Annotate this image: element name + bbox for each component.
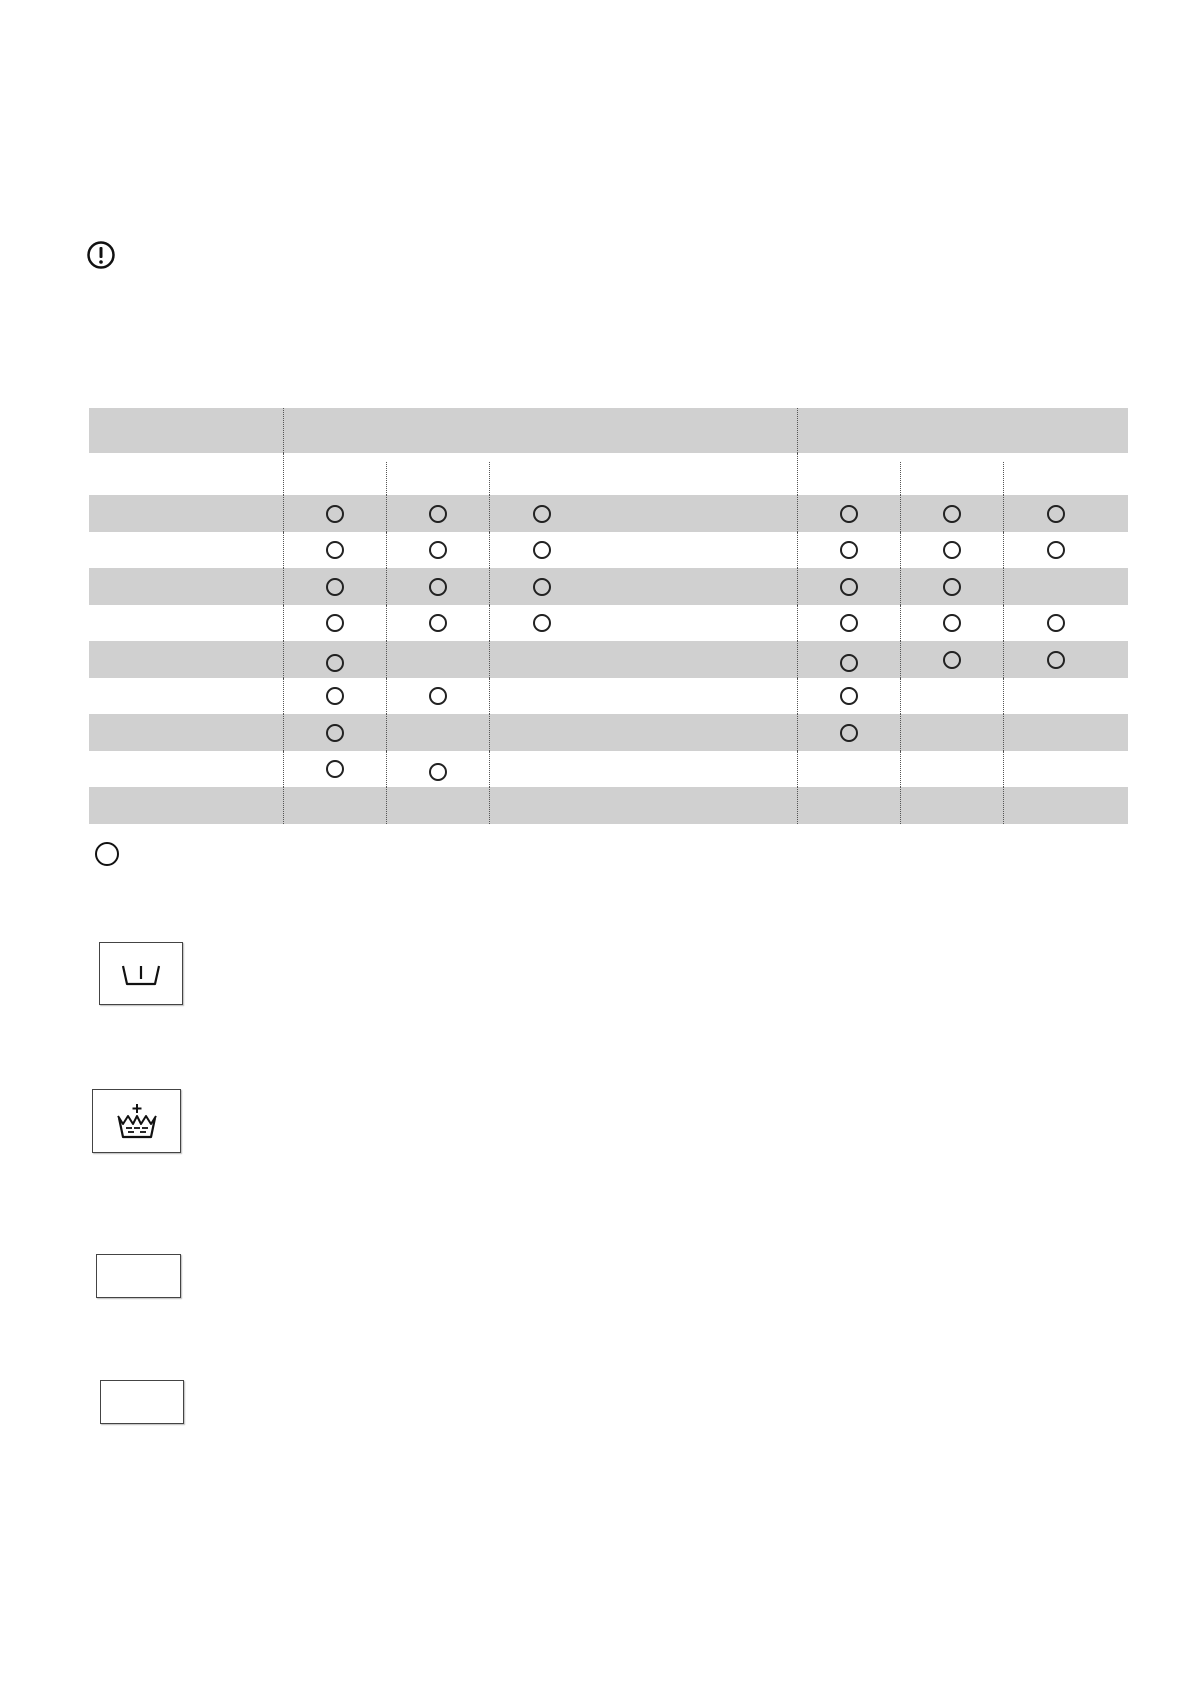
column-divider [386, 462, 387, 495]
table-cell [489, 787, 595, 824]
option-available-circle-icon [943, 578, 961, 596]
table-cell [386, 787, 489, 824]
table-cell [1003, 641, 1109, 678]
table-cell [797, 568, 900, 605]
option-available-circle-icon [95, 842, 119, 866]
option-available-circle-icon [326, 505, 344, 523]
table-cell [797, 787, 900, 824]
option-available-circle-icon [326, 760, 344, 778]
column-divider [489, 462, 490, 495]
prewash-button[interactable] [99, 942, 183, 1005]
table-cell [386, 605, 489, 641]
table-cell [489, 714, 595, 751]
option-available-circle-icon [533, 505, 551, 523]
option-available-circle-icon [840, 578, 858, 596]
table-cell [283, 605, 386, 641]
option-available-circle-icon [326, 724, 344, 742]
table-cell [1003, 532, 1109, 568]
table-cell [797, 751, 900, 787]
table-cell [797, 605, 900, 641]
table-cell [489, 751, 595, 787]
table-cell [386, 641, 489, 678]
option-available-circle-icon [429, 763, 447, 781]
option-available-circle-icon [326, 687, 344, 705]
table-cell [489, 495, 595, 532]
option-available-circle-icon [326, 614, 344, 632]
table-row [603, 751, 1128, 787]
table-cell [283, 568, 386, 605]
option-available-circle-icon [840, 687, 858, 705]
table-cell [489, 532, 595, 568]
table-subheader-row [89, 453, 614, 495]
table-cell [900, 714, 1003, 751]
table-cell [489, 568, 595, 605]
table-row [603, 495, 1128, 532]
table-cell [1003, 495, 1109, 532]
option-available-circle-icon [1047, 505, 1065, 523]
option-available-circle-icon [840, 614, 858, 632]
option-available-circle-icon [429, 614, 447, 632]
table-cell [283, 787, 386, 824]
prewash-basin-icon [120, 960, 162, 988]
option-available-circle-icon [943, 651, 961, 669]
column-divider [797, 408, 798, 453]
table-cell [386, 495, 489, 532]
table-cell [900, 678, 1003, 714]
table-cell [386, 714, 489, 751]
table-cell [489, 641, 595, 678]
exclamation-circle-icon [86, 240, 116, 270]
option-available-circle-icon [840, 724, 858, 742]
option-available-circle-icon [429, 541, 447, 559]
table-row [603, 532, 1128, 568]
column-divider [797, 453, 798, 495]
option-available-circle-icon [533, 614, 551, 632]
table-row [89, 787, 614, 824]
option-available-circle-icon [326, 578, 344, 596]
option-available-circle-icon [840, 654, 858, 672]
table-row [89, 605, 614, 641]
table-cell [1003, 714, 1109, 751]
table-row [89, 641, 614, 678]
table-row [603, 605, 1128, 641]
table-cell [283, 532, 386, 568]
options-table-left [89, 408, 614, 834]
extra-rinse-basin-plus-icon [114, 1102, 160, 1140]
option-available-circle-icon [533, 578, 551, 596]
option-available-circle-icon [429, 505, 447, 523]
table-row [603, 678, 1128, 714]
column-divider [283, 408, 284, 453]
table-cell [1003, 605, 1109, 641]
table-cell [283, 495, 386, 532]
table-header-row [89, 408, 614, 453]
table-cell [900, 568, 1003, 605]
table-row [89, 751, 614, 787]
table-cell [1003, 568, 1109, 605]
table-row [603, 641, 1128, 678]
table-cell [900, 532, 1003, 568]
option-available-circle-icon [840, 541, 858, 559]
table-cell [386, 532, 489, 568]
options-table-right [603, 408, 1128, 834]
table-cell [900, 641, 1003, 678]
option-available-circle-icon [429, 687, 447, 705]
table-cell [1003, 787, 1109, 824]
option-available-circle-icon [943, 505, 961, 523]
table-cell [489, 678, 595, 714]
table-cell [386, 678, 489, 714]
option-available-circle-icon [533, 541, 551, 559]
table-cell [900, 605, 1003, 641]
table-cell [900, 787, 1003, 824]
table-cell [283, 678, 386, 714]
table-row [89, 495, 614, 532]
table-row [603, 568, 1128, 605]
table-cell [386, 568, 489, 605]
table-subheader-row [603, 453, 1128, 495]
table-row [89, 532, 614, 568]
option-button-3[interactable] [96, 1254, 181, 1298]
table-cell [283, 641, 386, 678]
option-available-circle-icon [1047, 651, 1065, 669]
table-cell [797, 532, 900, 568]
extra-rinse-button[interactable] [92, 1089, 181, 1153]
column-divider [1003, 462, 1004, 495]
table-cell [900, 751, 1003, 787]
table-cell [797, 495, 900, 532]
table-cell [900, 495, 1003, 532]
table-header-row [603, 408, 1128, 453]
option-available-circle-icon [943, 541, 961, 559]
column-divider [283, 453, 284, 495]
table-cell [489, 605, 595, 641]
option-available-circle-icon [429, 578, 447, 596]
table-cell [1003, 751, 1109, 787]
option-button-4[interactable] [100, 1380, 184, 1424]
option-available-circle-icon [326, 654, 344, 672]
option-available-circle-icon [840, 505, 858, 523]
option-available-circle-icon [1047, 614, 1065, 632]
table-cell [283, 714, 386, 751]
column-divider [900, 462, 901, 495]
table-cell [386, 751, 489, 787]
table-row [89, 568, 614, 605]
table-row [89, 678, 614, 714]
option-available-circle-icon [1047, 541, 1065, 559]
table-row [89, 714, 614, 751]
option-available-circle-icon [943, 614, 961, 632]
table-row [603, 787, 1128, 824]
option-available-circle-icon [326, 541, 344, 559]
table-cell [797, 714, 900, 751]
table-cell [797, 678, 900, 714]
table-cell [1003, 678, 1109, 714]
table-row [603, 714, 1128, 751]
table-cell [283, 751, 386, 787]
table-cell [797, 641, 900, 678]
